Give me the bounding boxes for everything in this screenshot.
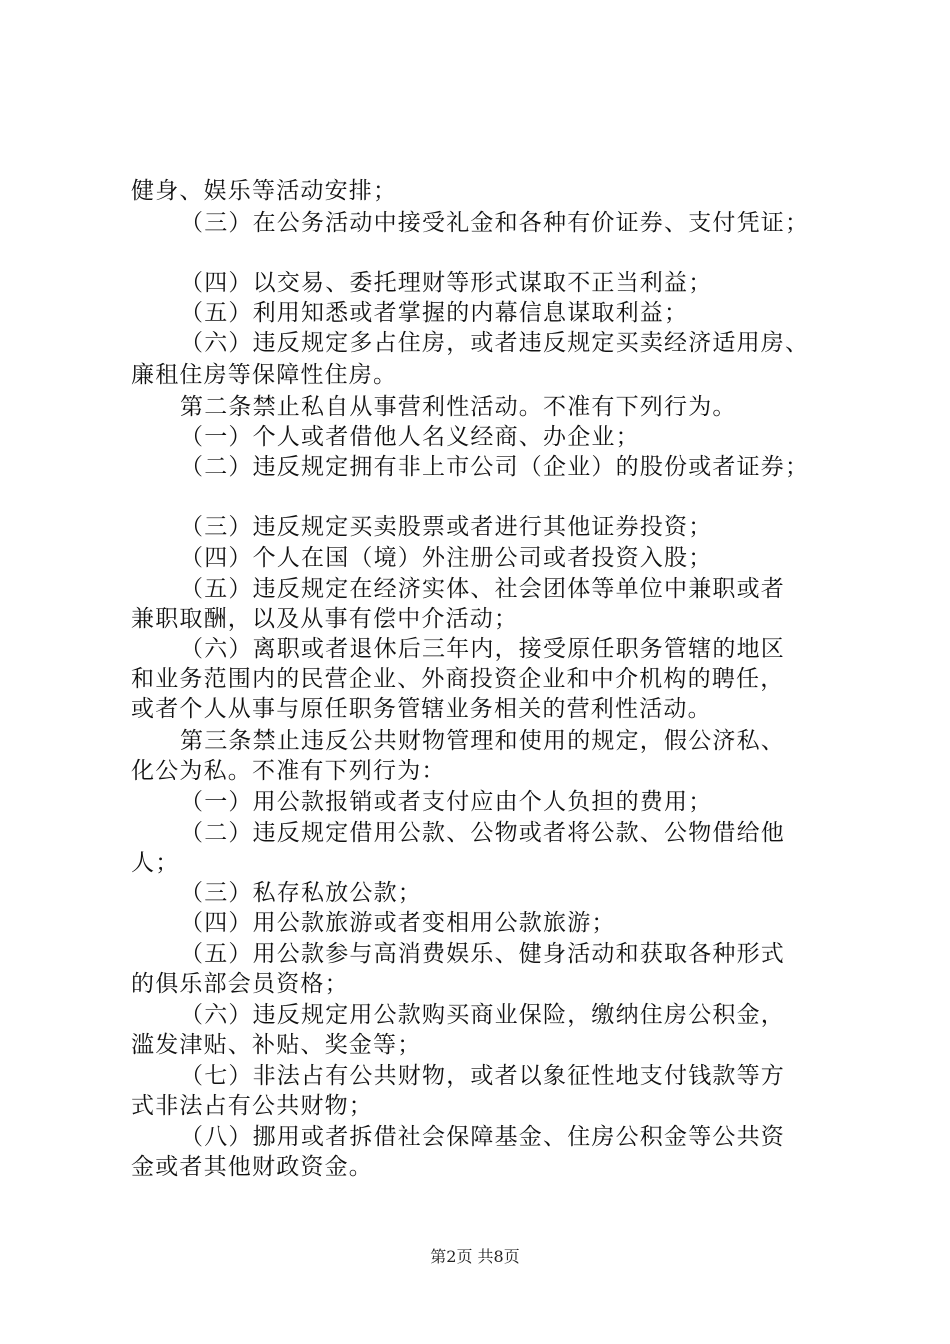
- text-line: 或者个人从事与原任职务管辖业务相关的营利性活动。: [131, 696, 712, 722]
- text-line: （六）违反规定多占住房，或者违反规定买卖经济适用房、: [180, 330, 810, 356]
- text-line: （三）违反规定买卖股票或者进行其他证券投资；: [180, 514, 713, 540]
- text-line: （一）用公款报销或者支付应由个人负担的费用；: [180, 789, 713, 815]
- text-line: （一）个人或者借他人名义经商、办企业；: [180, 424, 640, 450]
- text-line: 兼职取酬，以及从事有偿中介活动；: [131, 606, 519, 632]
- text-line: 滥发津贴、补贴、奖金等；: [131, 1032, 422, 1058]
- text-line: 金或者其他财政资金。: [131, 1154, 373, 1180]
- text-line: 和业务范围内的民营企业、外商投资企业和中介机构的聘任，: [131, 666, 785, 692]
- text-line: （五）用公款参与高消费娱乐、健身活动和获取各种形式: [180, 941, 785, 967]
- text-line: 第二条禁止私自从事营利性活动。不准有下列行为。: [180, 394, 737, 420]
- text-line: （三）私存私放公款；: [180, 880, 422, 906]
- text-line: （六）离职或者退休后三年内，接受原任职务管辖的地区: [180, 636, 785, 662]
- text-line: （四）用公款旅游或者变相用公款旅游；: [180, 910, 616, 936]
- text-line: （二）违反规定借用公款、公物或者将公款、公物借给他: [180, 820, 785, 846]
- page-number-footer: 第2页 共8页: [430, 1247, 520, 1266]
- text-line: 化公为私。不准有下列行为：: [131, 758, 446, 784]
- text-line: 人；: [131, 850, 180, 876]
- text-line: （八）挪用或者拆借社会保障基金、住房公积金等公共资: [180, 1124, 785, 1150]
- text-line: 第三条禁止违反公共财物管理和使用的规定，假公济私、: [180, 728, 785, 754]
- text-line: 廉租住房等保障性住房。: [131, 362, 398, 388]
- text-line: （五）违反规定在经济实体、社会团体等单位中兼职或者: [180, 576, 785, 602]
- text-line: （四）个人在国（境）外注册公司或者投资入股；: [180, 545, 713, 571]
- text-line: （二）违反规定拥有非上市公司（企业）的股份或者证券；: [180, 454, 810, 480]
- text-line: （三）在公务活动中接受礼金和各种有价证券、支付凭证；: [180, 210, 810, 236]
- text-line: 的俱乐部会员资格；: [131, 971, 349, 997]
- text-line: （七）非法占有公共财物，或者以象征性地支付钱款等方: [180, 1063, 785, 1089]
- text-line: （四）以交易、委托理财等形式谋取不正当利益；: [180, 270, 713, 296]
- text-line: （六）违反规定用公款购买商业保险，缴纳住房公积金，: [180, 1002, 785, 1028]
- text-line: 式非法占有公共财物；: [131, 1093, 373, 1119]
- text-line: （五）利用知悉或者掌握的内幕信息谋取利益；: [180, 300, 689, 326]
- text-line: 健身、娱乐等活动安排；: [131, 178, 398, 204]
